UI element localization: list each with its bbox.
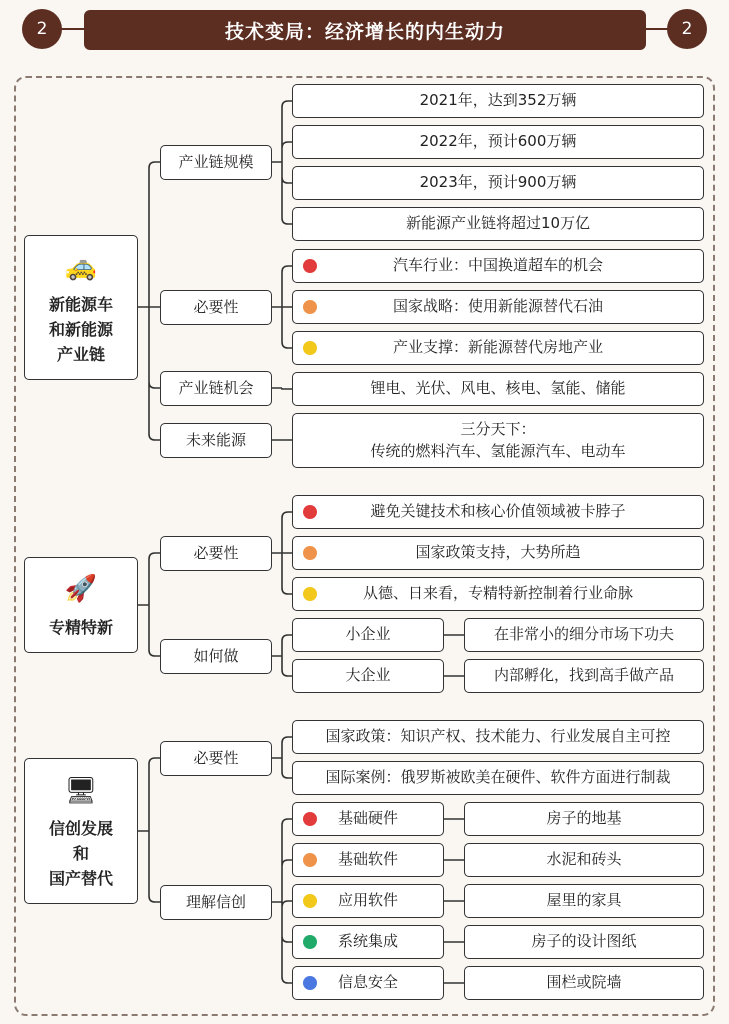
leaf-scale-2022: 2022年，预计600万辆 bbox=[292, 125, 704, 159]
red-dot-icon bbox=[303, 505, 317, 519]
leaf-necessity-chokepoint: 避免关键技术和核心价值领域被卡脖子 bbox=[292, 495, 704, 529]
node-basic-hardware: 基础硬件 bbox=[292, 802, 444, 836]
leaf-policy: 国家政策：知识产权、技术能力、行业发展自主可控 bbox=[292, 720, 704, 754]
leaf-small-business: 在非常小的细分市场下功夫 bbox=[464, 618, 704, 652]
leaf-foundation: 房子的地基 bbox=[464, 802, 704, 836]
node-info-security: 信息安全 bbox=[292, 966, 444, 1000]
leaf-opportunity: 锂电、光伏、风电、核电、氢能、储能 bbox=[292, 372, 704, 406]
taxi-icon: 🚕 bbox=[64, 252, 98, 283]
yellow-dot-icon bbox=[303, 894, 317, 908]
page-title: 技术变局：经济增长的内生动力 bbox=[84, 10, 646, 50]
branch-how-to: 如何做 bbox=[160, 639, 272, 674]
page-number-badge-left: 2 bbox=[22, 9, 62, 49]
node-system-integration: 系统集成 bbox=[292, 925, 444, 959]
branch-future-energy: 未来能源 bbox=[160, 423, 272, 458]
orange-dot-icon bbox=[303, 853, 317, 867]
yellow-dot-icon bbox=[303, 341, 317, 355]
leaf-large-business: 内部孵化，找到高手做产品 bbox=[464, 659, 704, 693]
leaf-international-case: 国际案例：俄罗斯被欧美在硬件、软件方面进行制裁 bbox=[292, 761, 704, 795]
category-label: 专精特新 bbox=[48, 617, 113, 637]
leaf-blueprint: 房子的设计图纸 bbox=[464, 925, 704, 959]
rocket-icon: 🚀 bbox=[64, 574, 98, 605]
category-xinchuang bbox=[24, 758, 138, 904]
leaf-necessity-policy: 国家政策支持，大势所趋 bbox=[292, 536, 704, 570]
leaf-scale-2021: 2021年，达到352万辆 bbox=[292, 84, 704, 118]
node-small-business: 小企业 bbox=[292, 618, 444, 652]
leaf-scale-chain: 新能源产业链将超过10万亿 bbox=[292, 207, 704, 241]
blue-dot-icon bbox=[303, 976, 317, 990]
category-label: 信创发展 和 国产替代 bbox=[48, 818, 113, 888]
node-basic-software: 基础软件 bbox=[292, 843, 444, 877]
leaf-fence: 围栏或院墙 bbox=[464, 966, 704, 1000]
category-label: 新能源车 和新能源 产业链 bbox=[48, 295, 113, 365]
leaf-future-energy: 三分天下： 传统的燃料汽车、氢能源汽车、电动车 bbox=[292, 413, 704, 468]
branch-opportunity: 产业链机会 bbox=[160, 371, 272, 406]
orange-dot-icon bbox=[303, 300, 317, 314]
leaf-cement-bricks: 水泥和砖头 bbox=[464, 843, 704, 877]
node-large-business: 大企业 bbox=[292, 659, 444, 693]
leaf-necessity-auto: 汽车行业：中国换道超车的机会 bbox=[292, 249, 704, 283]
branch-necessity: 必要性 bbox=[160, 536, 272, 571]
computer-icon: 🖥 bbox=[64, 775, 98, 806]
leaf-furniture: 屋里的家具 bbox=[464, 884, 704, 918]
leaf-necessity-strategy: 国家战略：使用新能源替代石油 bbox=[292, 290, 704, 324]
leaf-necessity-support: 产业支撑：新能源替代房地产业 bbox=[292, 331, 704, 365]
branch-scale: 产业链规模 bbox=[160, 145, 272, 180]
branch-understand: 理解信创 bbox=[160, 885, 272, 920]
leaf-necessity-germany-japan: 从德、日来看，专精特新控制着行业命脉 bbox=[292, 577, 704, 611]
red-dot-icon bbox=[303, 259, 317, 273]
branch-necessity: 必要性 bbox=[160, 290, 272, 325]
branch-necessity: 必要性 bbox=[160, 741, 272, 776]
category-specialized bbox=[24, 557, 138, 653]
node-application-software: 应用软件 bbox=[292, 884, 444, 918]
yellow-dot-icon bbox=[303, 587, 317, 601]
orange-dot-icon bbox=[303, 546, 317, 560]
page-number-badge-right: 2 bbox=[667, 9, 707, 49]
leaf-scale-2023: 2023年，预计900万辆 bbox=[292, 166, 704, 200]
category-new-energy bbox=[24, 235, 138, 380]
red-dot-icon bbox=[303, 812, 317, 826]
green-dot-icon bbox=[303, 935, 317, 949]
